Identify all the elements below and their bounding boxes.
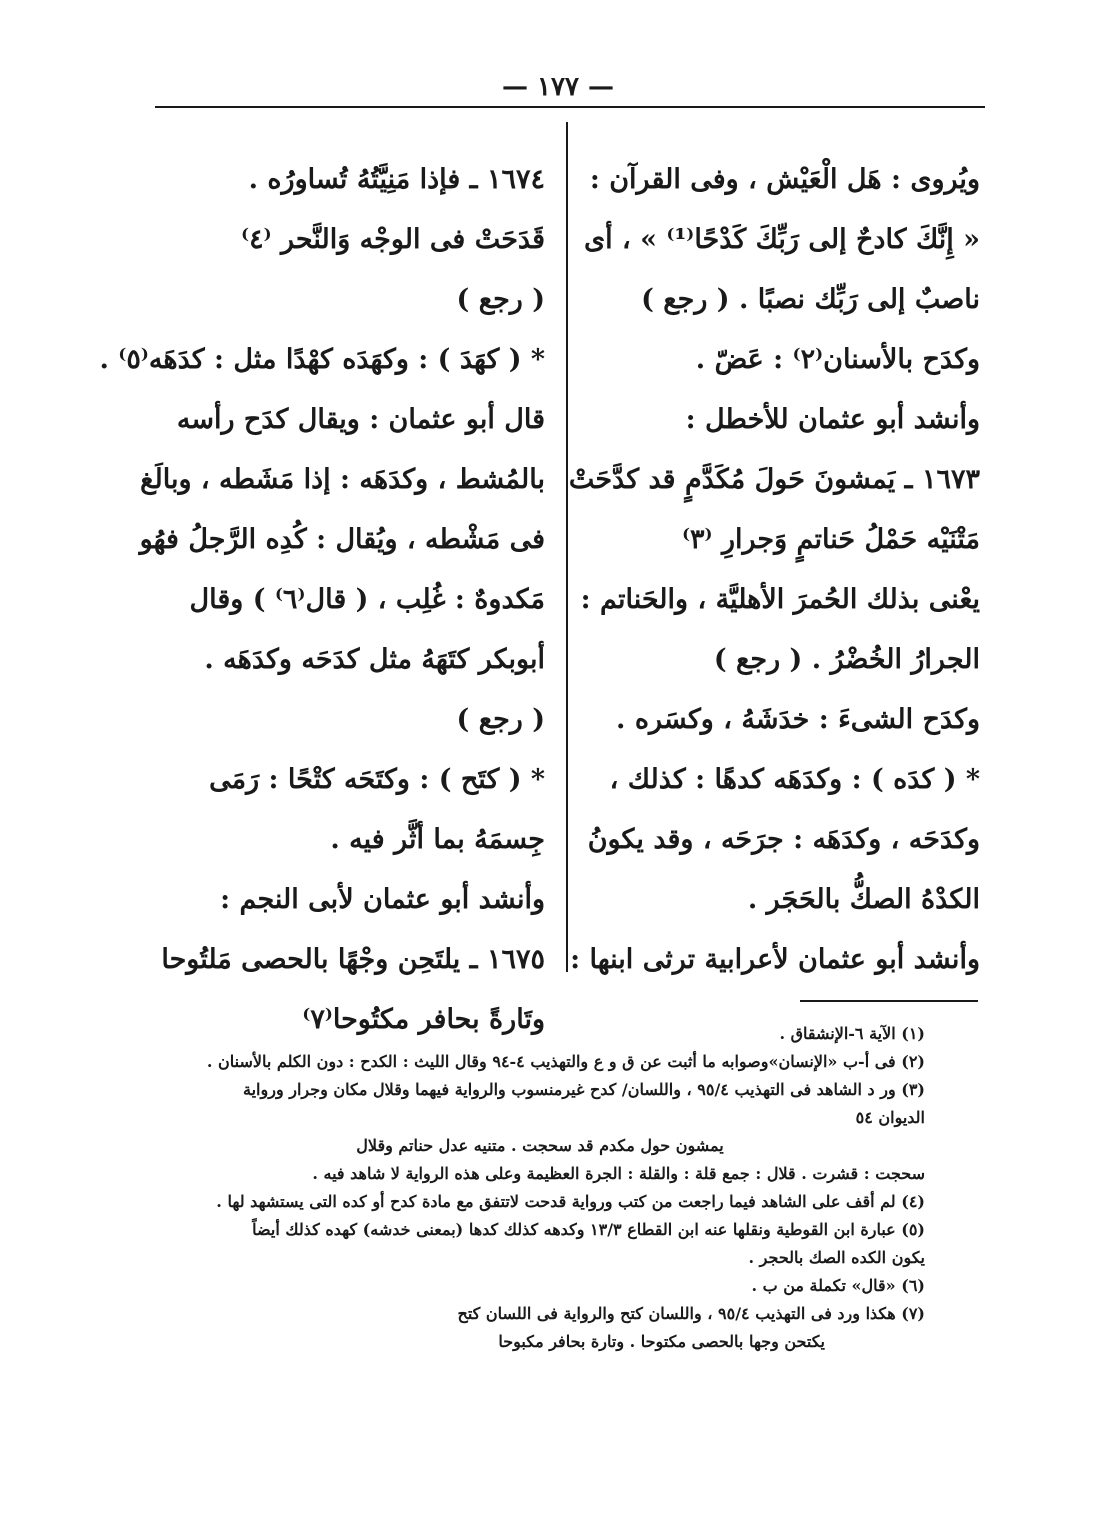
text-line: أبوبكر كتَهَهُ مثل كدَحَه وكدَهَه . (204, 644, 545, 675)
column-divider (566, 122, 568, 972)
text-line: وكدَح بالأسنان⁽٢⁾ : عَضّ . (695, 344, 980, 375)
text-line: فى مَشْطه ، ويُقال : كُدِه الرَّجلُ فهُو (139, 524, 545, 555)
right-column (568, 150, 980, 990)
footnote-verse: يمشون حول مكدم قد سحجت . متنيه عدل حناتم وقلال (356, 1136, 724, 1155)
footnote-verse: يكتحن وجها بالحصى مكتوحا . وتارة بحافر مكبوحا (498, 1332, 825, 1351)
entry-line: * ( كتَح ) : وكتَحَه كتْحًا : رَمَى (209, 764, 545, 795)
header-rule (155, 106, 985, 108)
text-line: قال أبو عثمان : ويقال كدَح رأسه (176, 404, 545, 435)
verse-line: ١٦٧٥ ـ يلتَحِن وجْهًا بالحصى مَلتُوحا (161, 944, 545, 975)
footnote: (٥) عبارة ابن القوطية ونقلها عنه ابن القطاع ١٣/٣ وكدهه كذلك كدها (بمعنى خدشه) كهده كذلك أيضاً (252, 1220, 925, 1239)
entry-line: * ( كهَدَ ) : وكهَدَه كهْدًا مثل : كدَهَه⁽٥⁾ . (99, 344, 545, 375)
footnote: يكون الكده الصك بالحجر . (748, 1248, 925, 1267)
left-column (99, 150, 545, 1050)
verse-line: ١٦٧٣ ـ يَمشونَ حَولَ مُكَدَّمٍ قد كدَّحَتْ (568, 464, 980, 495)
ref-marker: ( رجع ) (456, 704, 545, 735)
verse-line: وتَارةً بحافر مكتُوحا⁽٧⁾ (302, 1004, 545, 1035)
footnote: الديوان ٥٤ (855, 1108, 925, 1127)
footnote: سحجت : قشرت . قلال : جمع قلة : والقلة : الجرة العظيمة وعلى هذه الرواية لا شاهد فيه . (312, 1164, 925, 1183)
text-line: « إِنَّكَ كادحٌ إلى رَبِّكَ كَدْحًا⁽¹⁾ » ، أى (583, 224, 980, 255)
footnote: (٣) ور د الشاهد فى التهذيب ٩٥/٤ ، واللسان/ كدح غيرمنسوب والرواية فيهما وقلال مكان وجرار ورواية (243, 1080, 925, 1099)
footnote: (٤) لم أقف على الشاهد فيما راجعت من كتب ورواية قدحت لاتتفق مع مادة كدح أو كده التى يستشهد لها . (216, 1192, 925, 1211)
footnote: (١) الآية ٦-الإنشقاق . (779, 1024, 925, 1043)
page-number: — ١٧٧ — (501, 72, 615, 102)
footnote: (٧) هكذا ورد فى التهذيب ٩٥/٤ ، واللسان كتح والرواية فى اللسان كتح (457, 1304, 925, 1323)
text-line: بالمُشط ، وكدَهَه : إذا مَشَطه ، وبالَغ (140, 464, 545, 495)
verse-line: مَتْنَيْه حَمْلُ حَناتمٍ وَجرارِ ⁽٣⁾ (681, 524, 980, 555)
text-line: وأنشد أبو عثمان للأخطل : (685, 404, 980, 435)
footnote-rule (800, 1000, 978, 1002)
verse-line: قَدَحَتْ فى الوجْه وَالنَّحر ⁽٤⁾ (241, 224, 545, 255)
text-line: وأنشد أبو عثمان لأبى النجم : (220, 884, 545, 915)
text-line: الجرارُ الخُضْرُ . ( رجع ) (713, 644, 980, 675)
footnote: (٢) فى أ-ب «الإنسان»وصوابه ما أثبت عن ق و ع والتهذيب ٤-٩٤ وقال الليث : الكدح : دون الكلم بالأسنان . (206, 1052, 925, 1071)
text-line: ناصبٌ إلى رَبِّك نصبًا . ( رجع ) (641, 284, 980, 315)
text-line: جِسمَهُ بما أثَّر فيه . (330, 824, 545, 855)
ref-marker: ( رجع ) (456, 284, 545, 315)
text-line: مَكدوهٌ : غُلِب ، ( قال⁽٦⁾ ) وقال (189, 584, 545, 615)
footnote: (٦) «قال» تكملة من ب . (751, 1276, 925, 1295)
entry-line: * ( كدَه ) : وكدَهَه كدهًا : كذلك ، (609, 764, 980, 795)
text-line: يعْنى بذلك الحُمرَ الأهليَّة ، والحَناتم : (580, 584, 980, 615)
footnotes (155, 1020, 925, 1356)
verse-line: ١٦٧٤ ـ فإذا مَنِيَّتُهُ تُساورُه . (248, 164, 545, 195)
text-line: الكدْهُ الصكُّ بالحَجَر . (747, 884, 980, 915)
text-line: وكدَحَه ، وكدَهَه : جرَحَه ، وقد يكونُ (587, 824, 980, 855)
text-line: وأنشد أبو عثمان لأعرابية ترثى ابنها : (570, 944, 980, 975)
text-line: وكدَح الشىءَ : خدَشَهُ ، وكسَره . (616, 704, 980, 735)
text-line: ويُروى : هَل الْعَيْش ، وفى القرآن : (589, 164, 980, 195)
